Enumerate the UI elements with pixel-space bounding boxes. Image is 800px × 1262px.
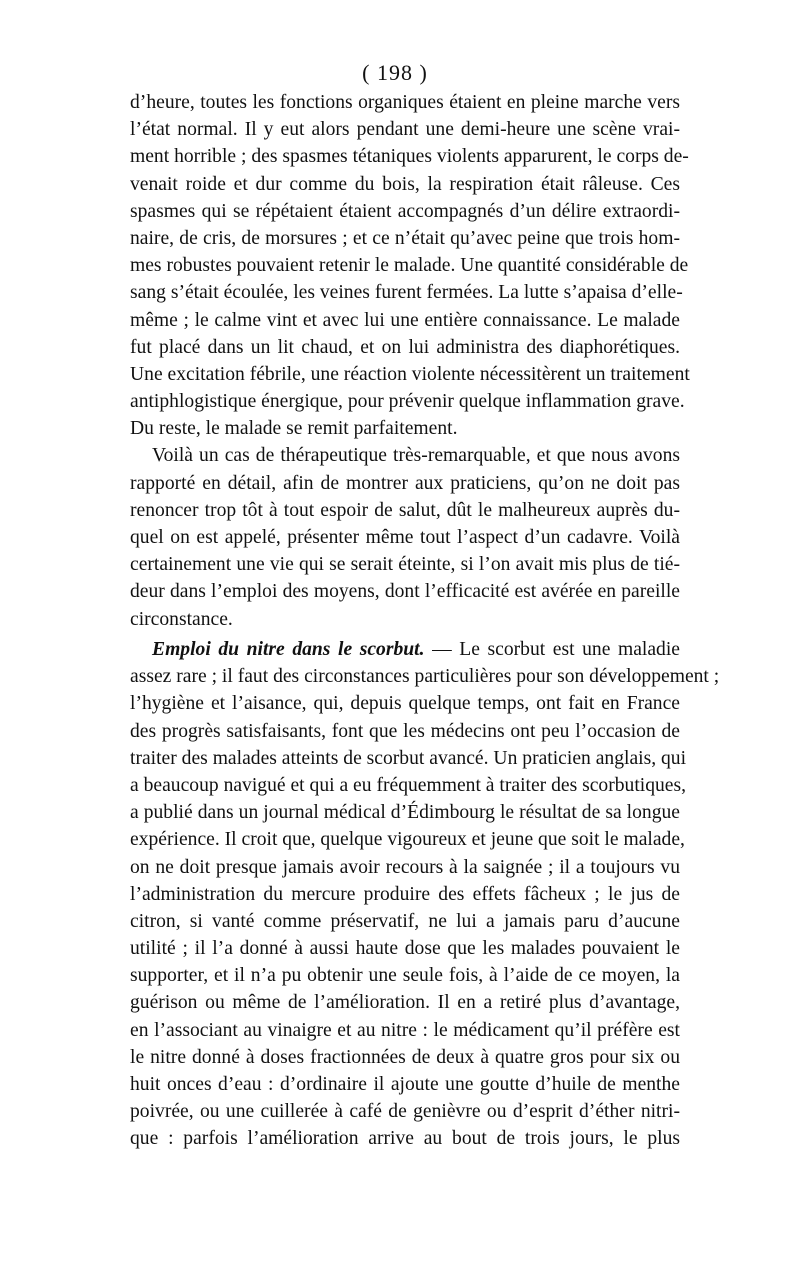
text-line: guérison ou même de l’amélioration. Il en a retiré plus d’avantage,: [130, 992, 680, 1014]
text-line: des progrès satisfaisants, font que les médecins ont peu l’occasion de: [130, 720, 680, 742]
text-line: même ; le calme vint et avec lui une entière connaissance. Le malade: [130, 309, 680, 331]
text-line: a publié dans un journal médical d’Édimbourg le résultat de sa longue: [130, 802, 680, 824]
text-line: rapporté en détail, afin de montrer aux praticiens, qu’on ne doit pas: [130, 472, 680, 494]
text-line: citron, si vanté comme préservatif, ne lui a jamais paru d’aucune: [130, 910, 680, 932]
text-line: supporter, et il n’a pu obtenir une seule fois, à l’aide de ce moyen, la: [130, 965, 680, 987]
text-line: fut placé dans un lit chaud, et on lui administra des diaphorétiques.: [130, 336, 680, 358]
page-number: ( 198 ): [362, 60, 428, 85]
text-line: venait roide et dur comme du bois, la respiration était râleuse. Ces: [130, 173, 680, 195]
text-line: mes robustes pouvaient retenir le malade. Une quantité considérable de: [130, 255, 689, 277]
text-line: on ne doit presque jamais avoir recours à la saignée ; il a toujours vu: [130, 856, 680, 878]
section-first-line-rest: — Le scorbut est une maladie: [432, 639, 680, 660]
text-line: utilité ; il l’a donné à aussi haute dose que les malades pouvaient le: [130, 938, 680, 960]
paragraph-commentary: [130, 442, 680, 632]
text-line: traiter des malades atteints de scorbut avancé. Un praticien anglais, qui: [130, 747, 687, 769]
text-line: circonstance.: [130, 608, 233, 630]
text-line: renoncer trop tôt à tout espoir de salut, dût le malheureux auprès du-: [130, 499, 680, 521]
text-line: d’heure, toutes les fonctions organiques étaient en pleine marche vers: [130, 92, 680, 113]
text-line: assez rare ; il faut des circonstances particulières pour son développement ;: [130, 666, 720, 688]
text-line: deur dans l’emploi des moyens, dont l’efficacité est avérée en pareille: [130, 581, 680, 603]
text-line: certainement une vie qui se serait éteinte, si l’on avait mis plus de tié-: [130, 554, 680, 576]
text-line: spasmes qui se répétaient étaient accompagnés d’un délire extraordi-: [130, 200, 680, 222]
text-line: expérience. Il croit que, quelque vigoureux et jeune que soit le malade,: [130, 829, 685, 851]
text-line: huit onces d’eau : d’ordinaire il ajoute une goutte d’huile de menthe: [130, 1074, 680, 1095]
text-line: naire, de cris, de morsures ; et ce n’était qu’avec peine que trois hom-: [130, 227, 680, 249]
text-line: quel on est appelé, présenter même tout l’aspect d’un cadavre. Voilà: [130, 527, 680, 548]
text-block-top: [130, 89, 690, 633]
text-line: Une excitation fébrile, une réaction violente nécessitèrent un traitement: [130, 363, 690, 385]
text-line: sang s’était écoulée, les veines furent fermées. La lutte s’apaisa d’elle-: [130, 282, 683, 304]
section-title: Emploi du nitre dans le scorbut.: [152, 639, 425, 660]
text-line: antiphlogistique énergique, pour prévenir quelque inflammation grave.: [130, 391, 685, 413]
text-line: l’hygiène et l’aisance, qui, depuis quelque temps, ont fait en France: [130, 693, 680, 715]
text-line: en l’associant au vinaigre et au nitre : le médicament qu’il préfère est: [130, 1019, 680, 1041]
paragraph-case-report: [130, 89, 690, 442]
text-line: Voilà un cas de thérapeutique très-remarquable, et que nous avons: [152, 445, 680, 467]
text-line: ment horrible ; des spasmes tétaniques violents apparurent, le corps de-: [130, 146, 689, 168]
section-scorbut: [130, 636, 720, 1153]
text-line: que : parfois l’amélioration arrive au bout de trois jours, le plus: [130, 1128, 680, 1150]
text-line: Du reste, le malade se remit parfaitement.: [130, 418, 458, 440]
text-line: l’administration du mercure produire des effets fâcheux ; le jus de: [130, 883, 680, 905]
text-line: poivrée, ou une cuillerée à café de genièvre ou d’esprit d’éther nitri-: [130, 1101, 680, 1123]
section-first-line: [130, 636, 680, 663]
text-line: le nitre donné à doses fractionnées de deux à quatre gros pour six ou: [130, 1046, 680, 1068]
text-line: l’état normal. Il y eut alors pendant une demi-heure une scène vrai-: [130, 119, 680, 141]
text-line: a beaucoup navigué et qui a eu fréquemment à traiter des scorbutiques,: [130, 774, 687, 796]
